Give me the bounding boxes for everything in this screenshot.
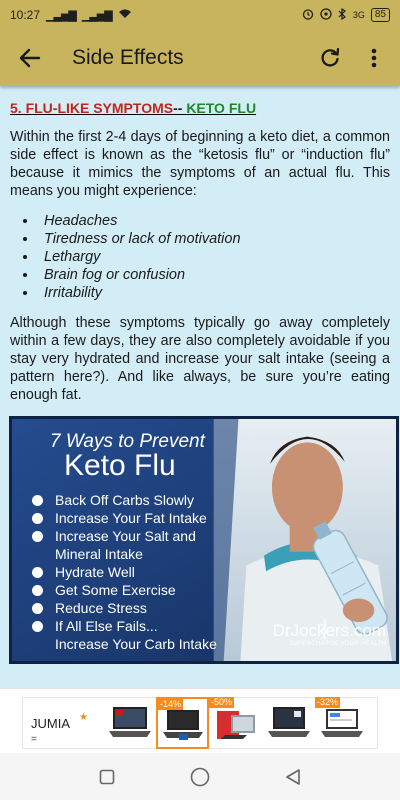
tip-label: Increase Your Salt and: [55, 528, 196, 544]
recents-button[interactable]: [87, 757, 127, 797]
brand-logo: [273, 621, 386, 647]
brand-name: DrJockers.com: [272, 621, 386, 640]
keto-flu-infographic: [9, 416, 399, 664]
ad-product[interactable]: [103, 697, 156, 749]
signal-icon: ▁▃▅▇: [46, 8, 76, 22]
infographic-subtitle: 7 Ways to Prevent: [50, 431, 205, 452]
jumia-logo[interactable]: [23, 711, 103, 745]
tip-label: Hydrate Well: [55, 564, 135, 580]
back-nav-button[interactable]: [273, 757, 313, 797]
tip-item: [32, 599, 217, 617]
tip-label: Back Off Carbs Slowly: [55, 492, 195, 508]
tip-item: [32, 635, 217, 653]
infographic-title: Keto Flu: [64, 449, 176, 482]
back-button[interactable]: [6, 34, 54, 82]
status-left: [10, 8, 132, 22]
overflow-menu-button[interactable]: [352, 34, 396, 82]
laptop-icon: [319, 705, 365, 741]
laptop-icon: [161, 706, 205, 740]
tip-label: Increase Your Carb Intake: [55, 636, 217, 652]
article-content[interactable]: [0, 86, 400, 688]
list-item: • Headaches: [38, 212, 390, 230]
bullet-dot-icon: [32, 513, 43, 524]
tip-label: Reduce Stress: [55, 600, 147, 616]
tip-item: [32, 581, 217, 599]
list-item: • Tiredness or lack of motivation: [38, 230, 390, 248]
app-bar: [0, 30, 400, 86]
more-vert-icon: [371, 47, 377, 69]
tip-label: Get Some Exercise: [55, 582, 176, 598]
signal-icon: ▁▃▅▇: [81, 8, 112, 22]
status-right: [302, 8, 390, 23]
triangle-back-icon: [285, 768, 301, 786]
wifi-icon: [118, 8, 132, 22]
tablet-case-icon: [213, 705, 259, 741]
ad-product[interactable]: [209, 697, 262, 749]
network-type-icon: 3G: [352, 10, 365, 20]
list-item: • Irritability: [38, 284, 390, 302]
bullet-dot-icon: [32, 567, 43, 578]
tip-label: If All Else Fails...: [55, 618, 158, 634]
home-button[interactable]: [180, 757, 220, 797]
ad-product[interactable]: [315, 697, 368, 749]
arrow-back-icon: [19, 47, 41, 69]
list-item: • Lethargy: [38, 248, 390, 266]
bullet-dot-icon: [32, 621, 43, 632]
tip-item: [32, 491, 217, 509]
ad-product[interactable]: [156, 697, 209, 749]
section-heading-keyword: KETO FLU: [186, 100, 257, 116]
page-title: Side Effects: [72, 46, 184, 69]
status-time: 10:27: [10, 8, 41, 22]
square-icon: [99, 769, 115, 785]
refresh-button[interactable]: [308, 34, 352, 82]
bullet-dot-icon: [32, 531, 43, 542]
infographic-tips: [32, 491, 217, 653]
ad-product[interactable]: [262, 697, 315, 749]
tip-item: [32, 563, 217, 581]
discount-badge: -50%: [211, 697, 233, 707]
outro-paragraph: Although these symptoms typically go away completely within a few days, they are also completely avoidable if you stay very hydrated and increase your salt intake (seeing a pattern here?). And like always, be sure you’re eating enough fat.: [10, 315, 390, 403]
ad-banner[interactable]: [22, 697, 378, 749]
bluetooth-icon: [338, 8, 347, 23]
ad-logo-sub: =: [31, 733, 37, 745]
intro-paragraph: Within the first 2-4 days of beginning a keto diet, a common side effect is known as the “ketosis flu” or “induction flu” because it mimics the symptoms of an actual flu. This means you might experience:: [10, 129, 390, 199]
discount-badge: -14%: [160, 699, 182, 709]
bullet-dot-icon: [32, 603, 43, 614]
section-heading-title: 5. FLU-LIKE SYMPTOMS: [10, 100, 174, 116]
tip-item: [32, 509, 217, 527]
bullet-dot-icon: [32, 495, 43, 506]
list-item: • Brain fog or confusion: [38, 266, 390, 284]
tip-item: [32, 545, 217, 563]
symptom-list: [38, 212, 390, 302]
mute-icon: [320, 8, 332, 23]
star-icon: ★: [79, 711, 88, 723]
laptop-icon: [266, 705, 312, 741]
ad-logo-text: JUMIA: [31, 715, 70, 731]
section-heading: [10, 100, 390, 116]
app-actions: [308, 34, 396, 82]
ad-area: [0, 688, 400, 753]
status-bar: [0, 0, 400, 30]
section-heading-separator: --: [173, 100, 183, 116]
bullet-dot-icon: [32, 585, 43, 596]
brand-tagline: SUPERCHARGE YOUR HEALTH: [288, 641, 386, 647]
alarm-icon: [302, 8, 314, 23]
tip-item: [32, 527, 217, 545]
laptop-icon: [107, 705, 153, 741]
system-nav-bar: [0, 753, 400, 800]
tip-label: Increase Your Fat Intake: [55, 510, 207, 526]
discount-badge: -32%: [317, 697, 339, 707]
tip-item: [32, 617, 217, 635]
refresh-icon: [319, 47, 341, 69]
circle-icon: [190, 767, 210, 787]
battery-indicator: 85: [371, 8, 390, 22]
tip-label: Mineral Intake: [55, 546, 143, 562]
